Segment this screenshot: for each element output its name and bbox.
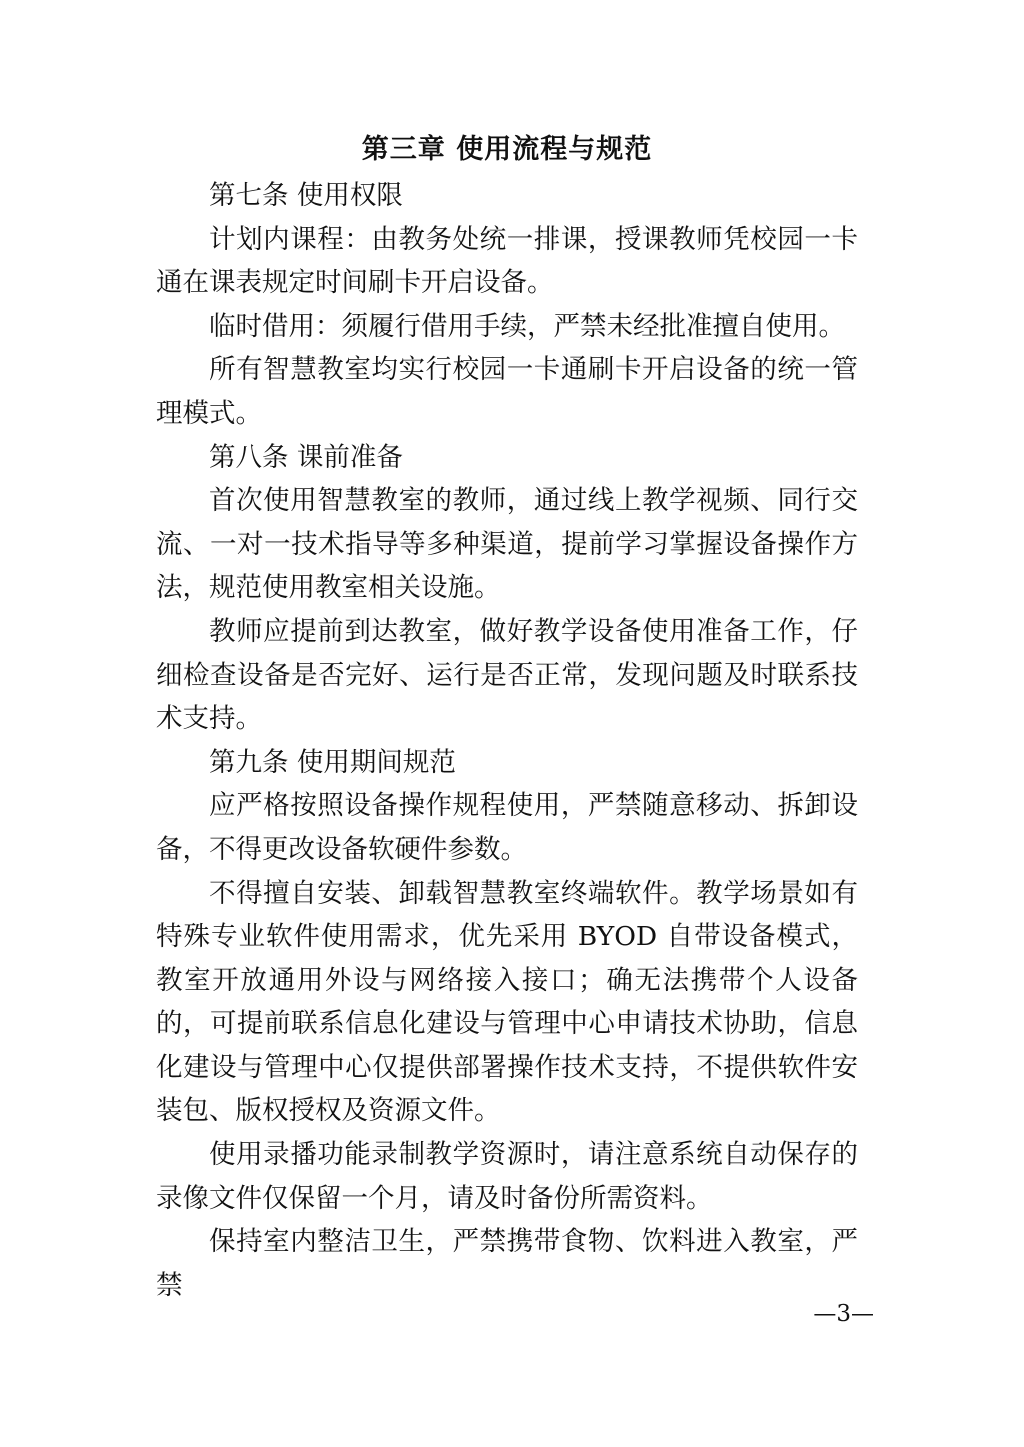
chapter-title: 第三章 使用流程与规范 <box>361 134 653 165</box>
page-number: —3— <box>813 1301 874 1327</box>
article-heading: 第九条 使用期间规范 <box>209 746 456 778</box>
paragraph: 教师应提前到达教室，做好教学设备使用准备工作，仔细检查设备是否完好、运行是否正常，发现问题及时联系技术支持。 <box>156 615 858 735</box>
article-heading: 第七条 使用权限 <box>209 180 403 211</box>
article-heading: 第八条 课前准备 <box>209 441 403 473</box>
paragraph: 临时借用：须履行借用手续，严禁未经批准擅自使用。 <box>209 310 845 342</box>
paragraph: 所有智慧教室均实行校园一卡通刷卡开启设备的统一管理模式。 <box>156 354 858 429</box>
paragraph: 不得擅自安装、卸载智慧教室终端软件。教学场景如有特殊专业软件使用需求，优先采用 BYOD 自带设备模式，教室开放通用外设与网络接入接口；确无法携带个人设备的，可提前联系信息化建设与管理中心申请技术协助，信息化建设与管理中心仅提供部署操作技术支持，不提供软件安装包、版权授权及资源文件。 <box>156 877 858 1127</box>
article-9 <box>156 741 858 1308</box>
paragraph: 应严格按照设备操作规程使用，严禁随意移动、拆卸设备，不得更改设备软硬件参数。 <box>156 790 858 865</box>
paragraph: 保持室内整洁卫生，严禁携带食物、饮料进入教室，严禁 <box>156 1226 858 1301</box>
paragraph: 计划内课程：由教务处统一排课，授课教师凭校园一卡通在课表规定时间刷卡开启设备。 <box>156 223 858 299</box>
paragraph: 使用录播功能录制教学资源时，请注意系统自动保存的录像文件仅保留一个月，请及时备份所需资料。 <box>156 1139 858 1214</box>
page-content <box>156 126 858 1307</box>
article-8 <box>156 436 858 741</box>
article-7 <box>156 174 858 436</box>
paragraph: 首次使用智慧教室的教师，通过线上教学视频、同行交流、一对一技术指导等多种渠道，提前学习掌握设备操作方法，规范使用教室相关设施。 <box>156 485 858 604</box>
